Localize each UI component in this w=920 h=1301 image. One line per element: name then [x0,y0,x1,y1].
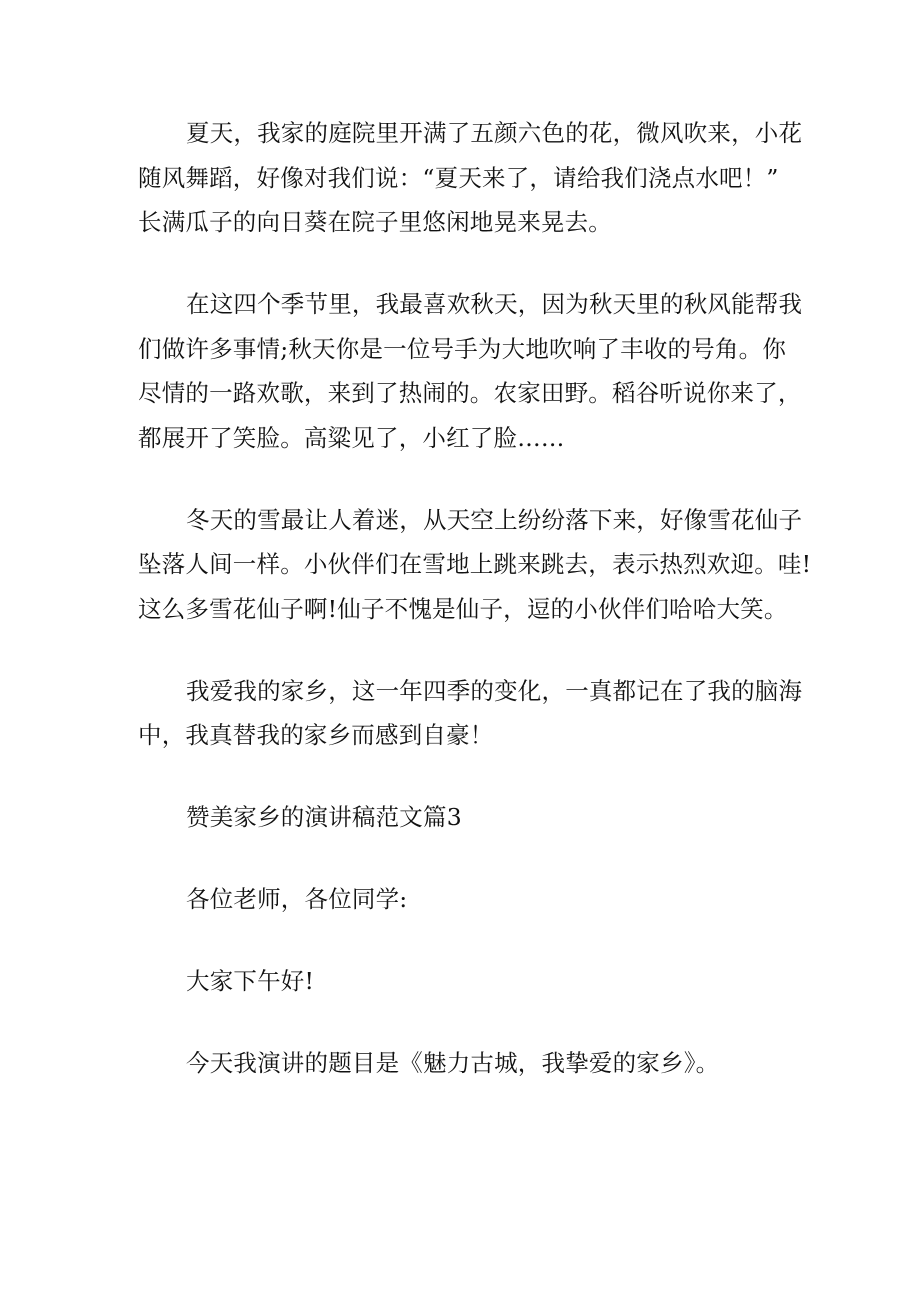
paragraph-line: 尽情的一路欢歌，来到了热闹的。农家田野。稻谷听说你来了， [138,379,802,407]
paragraph-line: 们做许多事情;秋天你是一位号手为大地吹响了丰收的号角。你 [138,335,787,363]
paragraph-line: 坠落人间一样。小伙伴们在雪地上跳来跳去，表示热烈欢迎。哇! [138,550,812,578]
salutation-line: 大家下午好! [186,967,315,995]
paragraph-line: 我爱我的家乡，这一年四季的变化，一真都记在了我的脑海 [186,677,803,705]
section-heading: 赞美家乡的演讲稿范文篇3 [186,803,462,831]
paragraph-line: 中，我真替我的家乡而感到自豪！ [138,721,494,749]
paragraph-line: 这么多雪花仙子啊!仙子不愧是仙子，逗的小伙伴们哈哈大笑。 [138,595,788,623]
paragraph-line: 在这四个季节里，我最喜欢秋天，因为秋天里的秋风能帮我 [186,290,803,318]
paragraph-line: 长满瓜子的向日葵在院子里悠闲地晃来晃去。 [138,208,612,236]
topic-sentence: 今天我演讲的题目是《魅力古城，我挚爱的家乡》。 [186,1049,720,1077]
paragraph-line: 夏天，我家的庭院里开满了五颜六色的花，微风吹来，小花 [186,119,803,147]
paragraph-line: 都展开了笑脸。高粱见了，小红了脸…… [138,424,565,452]
paragraph-line: 冬天的雪最让人着迷，从天空上纷纷落下来，好像雪花仙子 [186,506,803,534]
paragraph-line: 随风舞蹈，好像对我们说：“夏天来了，请给我们浇点水吧！” [138,164,779,192]
greeting-line: 各位老师，各位同学: [186,885,408,913]
